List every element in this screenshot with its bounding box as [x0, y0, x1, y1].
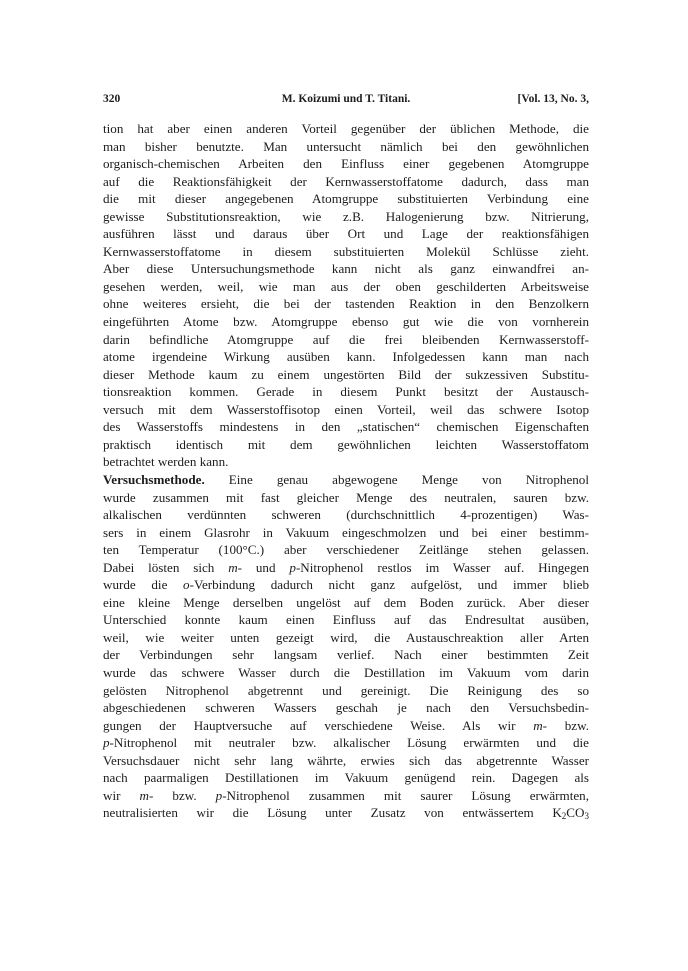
text-line: organisch-chemischen Arbeiten den Einfluss einer gegebenen Atomgruppe	[103, 156, 589, 172]
running-authors: M. Koizumi und T. Titani.	[281, 93, 411, 105]
text-line: Aber diese Untersuchungsmethode kann nicht als ganz einwandfrei an-	[103, 261, 589, 277]
text-line: gewisse Substitutionsreaktion, wie z.B. Halogenierung bzw. Nitrierung,	[103, 208, 589, 224]
text-line: Dabei lösten sich m- und p-Nitrophenol restlos im Wasser auf. Hingegen	[103, 559, 589, 575]
text-line: eine kleine Menge derselben ungelöst auf dem Boden zurück. Aber dieser	[103, 594, 589, 610]
paragraph-continuation	[103, 120, 589, 471]
text-line: wurde die o-Verbindung dadurch nicht ganz aufgelöst, und immer blieb	[103, 577, 590, 593]
text-line: Versuchsmethode. Eine genau abgewogene Menge von Nitrophenol	[103, 472, 589, 487]
text-line: wurde zusammen mit fast gleicher Menge des neutralen, sauren bzw.	[103, 489, 589, 505]
text-line: abgeschiedenen schweren Wassers geschah je nach den Versuchsbedin-	[103, 700, 589, 716]
text-line: Unterschied konnte kaum einen Einfluss auf das Endresultat ausüben,	[103, 612, 589, 628]
text-line: ausführen lässt und daraus über Ort und Lage der reaktionsfähigen	[103, 226, 589, 242]
text-line: man bisher benutzte. Man untersucht nämlich bei den gewöhnlichen	[103, 138, 589, 154]
text-line: die mit dieser angegebenen Atomgruppe substituierten Verbindung eine	[103, 191, 589, 207]
page-number: 320	[103, 93, 121, 105]
text-line: auf die Reaktionsfähigkeit der Kernwasserstoffatome dadurch, dass man	[103, 173, 589, 189]
text-line: der Verbindungen sehr langsam verlief. Nach einer bestimmten Zeit	[103, 647, 589, 663]
text-line: atome irgendeine Wirkung ausüben kann. Infolgedessen kann man nach	[103, 349, 589, 365]
text-line: ohne weiteres ersieht, die bei der tastenden Reaktion in den Benzolkern	[103, 296, 589, 312]
text-line: gesehen werden, weil, wie man aus der oben geschilderten Arbeitsweise	[103, 278, 589, 294]
text-line: nach paarmaligen Destillationen im Vakuum genügend rein. Dagegen als	[103, 770, 589, 786]
text-line: Kernwasserstoffatome in diesem substituierten Molekül Schlüsse zieht.	[103, 243, 589, 259]
text-line: sers in einem Glasrohr in Vakuum eingeschmolzen und bei einer bestimm-	[103, 524, 589, 540]
running-header	[103, 93, 589, 111]
paragraph-versuchsmethode	[103, 471, 589, 822]
text-line: praktisch identisch mit dem gewöhnlichen leichten Wasserstoffatom	[103, 436, 589, 452]
text-line: wurde das schwere Wasser durch die Destillation im Vakuum vom darin	[103, 665, 589, 681]
section-heading: Versuchsmethode.	[103, 472, 205, 487]
text-line: dieser Methode kaum zu einem ungestörten Bild der sukzessiven Substitu-	[103, 366, 589, 382]
text-line: darin befindliche Atomgruppe auf die frei bleibenden Kernwasserstoff-	[103, 331, 589, 347]
text-line: des Wasserstoffs mindestens in den „statischen“ chemischen Eigenschaften	[103, 419, 589, 435]
text-line: ten Temperatur (100°C.) aber verschiedener Zeitlänge stehen gelassen.	[103, 542, 589, 558]
text-line: tion hat aber einen anderen Vorteil gegenüber der üblichen Methode, die	[103, 121, 589, 136]
text-line: versuch mit dem Wasserstoffisotop einen Vorteil, weil das schwere Isotop	[103, 401, 589, 417]
text-line: eingeführten Atome bzw. Atomgruppe ebenso gut wie die von vornherein	[103, 314, 589, 330]
text-line: neutralisierten wir die Lösung unter Zusatz von entwässertem $K_2CO_3$	[103, 805, 589, 822]
text-line: weil, wie weiter unten gezeigt wird, die Austauschreaktion aller Arten	[103, 629, 589, 645]
text-line: wir m- bzw. p-Nitrophenol zusammen mit saurer Lösung erwärmten,	[103, 787, 589, 803]
text-line: gungen der Hauptversuche auf verschiedene Weise. Als wir m- bzw.	[103, 717, 589, 733]
text-line: alkalischen verdünnten schweren (durchschnittlich 4-prozentigen) Was-	[103, 507, 589, 523]
text-line: tionsreaktion kommen. Gerade in diesem Punkt besitzt der Austausch-	[103, 384, 589, 400]
text-line: p-Nitrophenol mit neutraler bzw. alkalischer Lösung erwärmten und die	[103, 735, 589, 751]
text-line: betrachtet werden kann.	[103, 454, 229, 470]
volume-info: [Vol. 13, No. 3,	[517, 93, 589, 105]
text-line: Versuchsdauer nicht sehr lang währte, erwies sich das abgetrennte Wasser	[103, 752, 589, 768]
text-line: gelösten Nitrophenol abgetrennt und gereinigt. Die Reinigung des so	[103, 682, 589, 698]
